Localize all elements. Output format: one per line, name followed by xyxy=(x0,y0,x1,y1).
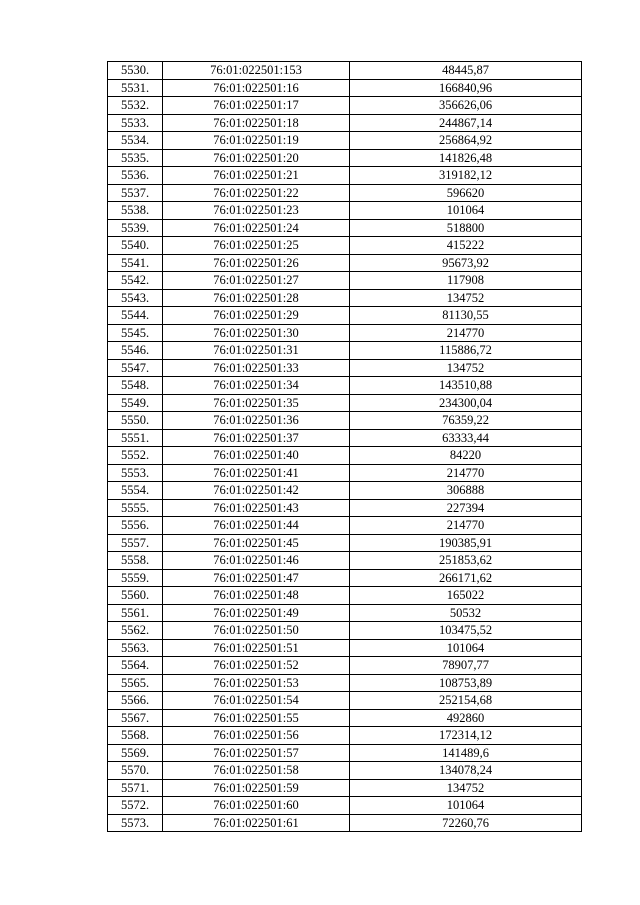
row-number-cell: 5532. xyxy=(108,97,163,115)
value-cell: 190385,91 xyxy=(350,534,582,552)
table-row xyxy=(108,272,582,290)
row-number-cell: 5566. xyxy=(108,692,163,710)
value-cell: 141826,48 xyxy=(350,149,582,167)
table-row xyxy=(108,744,582,762)
table-row xyxy=(108,797,582,815)
cadastral-number-cell: 76:01:022501:43 xyxy=(163,499,350,517)
cadastral-number-cell: 76:01:022501:42 xyxy=(163,482,350,500)
table-row xyxy=(108,167,582,185)
row-number-cell: 5550. xyxy=(108,412,163,430)
table-row xyxy=(108,237,582,255)
cadastral-value-table xyxy=(107,61,582,832)
cadastral-number-cell: 76:01:022501:30 xyxy=(163,324,350,342)
row-number-cell: 5560. xyxy=(108,587,163,605)
row-number-cell: 5542. xyxy=(108,272,163,290)
row-number-cell: 5531. xyxy=(108,79,163,97)
row-number-cell: 5571. xyxy=(108,779,163,797)
value-cell: 251853,62 xyxy=(350,552,582,570)
value-cell: 244867,14 xyxy=(350,114,582,132)
cadastral-number-cell: 76:01:022501:59 xyxy=(163,779,350,797)
row-number-cell: 5536. xyxy=(108,167,163,185)
cadastral-number-cell: 76:01:022501:34 xyxy=(163,377,350,395)
value-cell: 214770 xyxy=(350,464,582,482)
cadastral-number-cell: 76:01:022501:37 xyxy=(163,429,350,447)
table-row xyxy=(108,97,582,115)
cadastral-number-cell: 76:01:022501:60 xyxy=(163,797,350,815)
table-row xyxy=(108,464,582,482)
table-row xyxy=(108,622,582,640)
cadastral-number-cell: 76:01:022501:52 xyxy=(163,657,350,675)
table-row xyxy=(108,184,582,202)
cadastral-number-cell: 76:01:022501:27 xyxy=(163,272,350,290)
row-number-cell: 5555. xyxy=(108,499,163,517)
table-row xyxy=(108,254,582,272)
cadastral-number-cell: 76:01:022501:21 xyxy=(163,167,350,185)
row-number-cell: 5561. xyxy=(108,604,163,622)
cadastral-number-cell: 76:01:022501:61 xyxy=(163,814,350,832)
row-number-cell: 5572. xyxy=(108,797,163,815)
value-cell: 101064 xyxy=(350,797,582,815)
table-row xyxy=(108,219,582,237)
value-cell: 172314,12 xyxy=(350,727,582,745)
table-row xyxy=(108,377,582,395)
value-cell: 134752 xyxy=(350,359,582,377)
cadastral-number-cell: 76:01:022501:57 xyxy=(163,744,350,762)
row-number-cell: 5533. xyxy=(108,114,163,132)
value-cell: 95673,92 xyxy=(350,254,582,272)
cadastral-number-cell: 76:01:022501:54 xyxy=(163,692,350,710)
value-cell: 101064 xyxy=(350,639,582,657)
table-row xyxy=(108,604,582,622)
row-number-cell: 5535. xyxy=(108,149,163,167)
cadastral-number-cell: 76:01:022501:50 xyxy=(163,622,350,640)
table-row xyxy=(108,587,582,605)
cadastral-number-cell: 76:01:022501:29 xyxy=(163,307,350,325)
cadastral-number-cell: 76:01:022501:44 xyxy=(163,517,350,535)
row-number-cell: 5556. xyxy=(108,517,163,535)
cadastral-number-cell: 76:01:022501:53 xyxy=(163,674,350,692)
row-number-cell: 5563. xyxy=(108,639,163,657)
cadastral-number-cell: 76:01:022501:36 xyxy=(163,412,350,430)
row-number-cell: 5549. xyxy=(108,394,163,412)
table-row xyxy=(108,447,582,465)
value-cell: 72260,76 xyxy=(350,814,582,832)
value-cell: 84220 xyxy=(350,447,582,465)
cadastral-number-cell: 76:01:022501:41 xyxy=(163,464,350,482)
cadastral-number-cell: 76:01:022501:24 xyxy=(163,219,350,237)
cadastral-number-cell: 76:01:022501:56 xyxy=(163,727,350,745)
cadastral-number-cell: 76:01:022501:25 xyxy=(163,237,350,255)
table-row xyxy=(108,482,582,500)
row-number-cell: 5537. xyxy=(108,184,163,202)
cadastral-number-cell: 76:01:022501:40 xyxy=(163,447,350,465)
row-number-cell: 5569. xyxy=(108,744,163,762)
cadastral-number-cell: 76:01:022501:20 xyxy=(163,149,350,167)
row-number-cell: 5553. xyxy=(108,464,163,482)
value-cell: 214770 xyxy=(350,517,582,535)
cadastral-number-cell: 76:01:022501:51 xyxy=(163,639,350,657)
value-cell: 415222 xyxy=(350,237,582,255)
table-row xyxy=(108,132,582,150)
row-number-cell: 5547. xyxy=(108,359,163,377)
table-row xyxy=(108,569,582,587)
value-cell: 134752 xyxy=(350,289,582,307)
table-row xyxy=(108,412,582,430)
table-row xyxy=(108,657,582,675)
table-row xyxy=(108,324,582,342)
value-cell: 141489,6 xyxy=(350,744,582,762)
cadastral-number-cell: 76:01:022501:16 xyxy=(163,79,350,97)
value-cell: 143510,88 xyxy=(350,377,582,395)
row-number-cell: 5573. xyxy=(108,814,163,832)
value-cell: 81130,55 xyxy=(350,307,582,325)
row-number-cell: 5546. xyxy=(108,342,163,360)
value-cell: 48445,87 xyxy=(350,62,582,80)
row-number-cell: 5541. xyxy=(108,254,163,272)
table-row xyxy=(108,289,582,307)
cadastral-number-cell: 76:01:022501:17 xyxy=(163,97,350,115)
value-cell: 227394 xyxy=(350,499,582,517)
value-cell: 518800 xyxy=(350,219,582,237)
cadastral-number-cell: 76:01:022501:58 xyxy=(163,762,350,780)
table-row xyxy=(108,62,582,80)
value-cell: 319182,12 xyxy=(350,167,582,185)
row-number-cell: 5564. xyxy=(108,657,163,675)
row-number-cell: 5543. xyxy=(108,289,163,307)
value-cell: 306888 xyxy=(350,482,582,500)
row-number-cell: 5558. xyxy=(108,552,163,570)
value-cell: 492860 xyxy=(350,709,582,727)
table-row xyxy=(108,814,582,832)
value-cell: 134752 xyxy=(350,779,582,797)
table-row xyxy=(108,342,582,360)
value-cell: 134078,24 xyxy=(350,762,582,780)
table-row xyxy=(108,709,582,727)
row-number-cell: 5544. xyxy=(108,307,163,325)
row-number-cell: 5540. xyxy=(108,237,163,255)
cadastral-number-cell: 76:01:022501:48 xyxy=(163,587,350,605)
table-body xyxy=(108,62,582,832)
row-number-cell: 5552. xyxy=(108,447,163,465)
value-cell: 50532 xyxy=(350,604,582,622)
value-cell: 117908 xyxy=(350,272,582,290)
value-cell: 166840,96 xyxy=(350,79,582,97)
row-number-cell: 5554. xyxy=(108,482,163,500)
table-row xyxy=(108,517,582,535)
cadastral-number-cell: 76:01:022501:26 xyxy=(163,254,350,272)
row-number-cell: 5538. xyxy=(108,202,163,220)
table-row xyxy=(108,202,582,220)
cadastral-number-cell: 76:01:022501:31 xyxy=(163,342,350,360)
table-row xyxy=(108,359,582,377)
value-cell: 214770 xyxy=(350,324,582,342)
cadastral-number-cell: 76:01:022501:47 xyxy=(163,569,350,587)
value-cell: 76359,22 xyxy=(350,412,582,430)
row-number-cell: 5570. xyxy=(108,762,163,780)
value-cell: 266171,62 xyxy=(350,569,582,587)
row-number-cell: 5568. xyxy=(108,727,163,745)
row-number-cell: 5530. xyxy=(108,62,163,80)
cadastral-number-cell: 76:01:022501:46 xyxy=(163,552,350,570)
cadastral-number-cell: 76:01:022501:28 xyxy=(163,289,350,307)
cadastral-number-cell: 76:01:022501:18 xyxy=(163,114,350,132)
table-row xyxy=(108,79,582,97)
value-cell: 115886,72 xyxy=(350,342,582,360)
row-number-cell: 5565. xyxy=(108,674,163,692)
value-cell: 596620 xyxy=(350,184,582,202)
row-number-cell: 5557. xyxy=(108,534,163,552)
row-number-cell: 5567. xyxy=(108,709,163,727)
row-number-cell: 5548. xyxy=(108,377,163,395)
cadastral-number-cell: 76:01:022501:49 xyxy=(163,604,350,622)
row-number-cell: 5562. xyxy=(108,622,163,640)
value-cell: 103475,52 xyxy=(350,622,582,640)
table-row xyxy=(108,674,582,692)
table-row xyxy=(108,429,582,447)
table-row xyxy=(108,762,582,780)
cadastral-number-cell: 76:01:022501:153 xyxy=(163,62,350,80)
table-row xyxy=(108,394,582,412)
table-row xyxy=(108,692,582,710)
value-cell: 356626,06 xyxy=(350,97,582,115)
table-row xyxy=(108,779,582,797)
table-row xyxy=(108,727,582,745)
value-cell: 108753,89 xyxy=(350,674,582,692)
table-row xyxy=(108,552,582,570)
table-row xyxy=(108,534,582,552)
table-row xyxy=(108,149,582,167)
cadastral-number-cell: 76:01:022501:45 xyxy=(163,534,350,552)
cadastral-number-cell: 76:01:022501:35 xyxy=(163,394,350,412)
cadastral-number-cell: 76:01:022501:23 xyxy=(163,202,350,220)
value-cell: 234300,04 xyxy=(350,394,582,412)
row-number-cell: 5545. xyxy=(108,324,163,342)
value-cell: 78907,77 xyxy=(350,657,582,675)
table-row xyxy=(108,499,582,517)
value-cell: 63333,44 xyxy=(350,429,582,447)
row-number-cell: 5551. xyxy=(108,429,163,447)
value-cell: 101064 xyxy=(350,202,582,220)
cadastral-number-cell: 76:01:022501:19 xyxy=(163,132,350,150)
cadastral-number-cell: 76:01:022501:55 xyxy=(163,709,350,727)
row-number-cell: 5534. xyxy=(108,132,163,150)
value-cell: 252154,68 xyxy=(350,692,582,710)
row-number-cell: 5539. xyxy=(108,219,163,237)
cadastral-number-cell: 76:01:022501:33 xyxy=(163,359,350,377)
value-cell: 256864,92 xyxy=(350,132,582,150)
table-row xyxy=(108,307,582,325)
cadastral-number-cell: 76:01:022501:22 xyxy=(163,184,350,202)
table-row xyxy=(108,114,582,132)
value-cell: 165022 xyxy=(350,587,582,605)
row-number-cell: 5559. xyxy=(108,569,163,587)
table-row xyxy=(108,639,582,657)
